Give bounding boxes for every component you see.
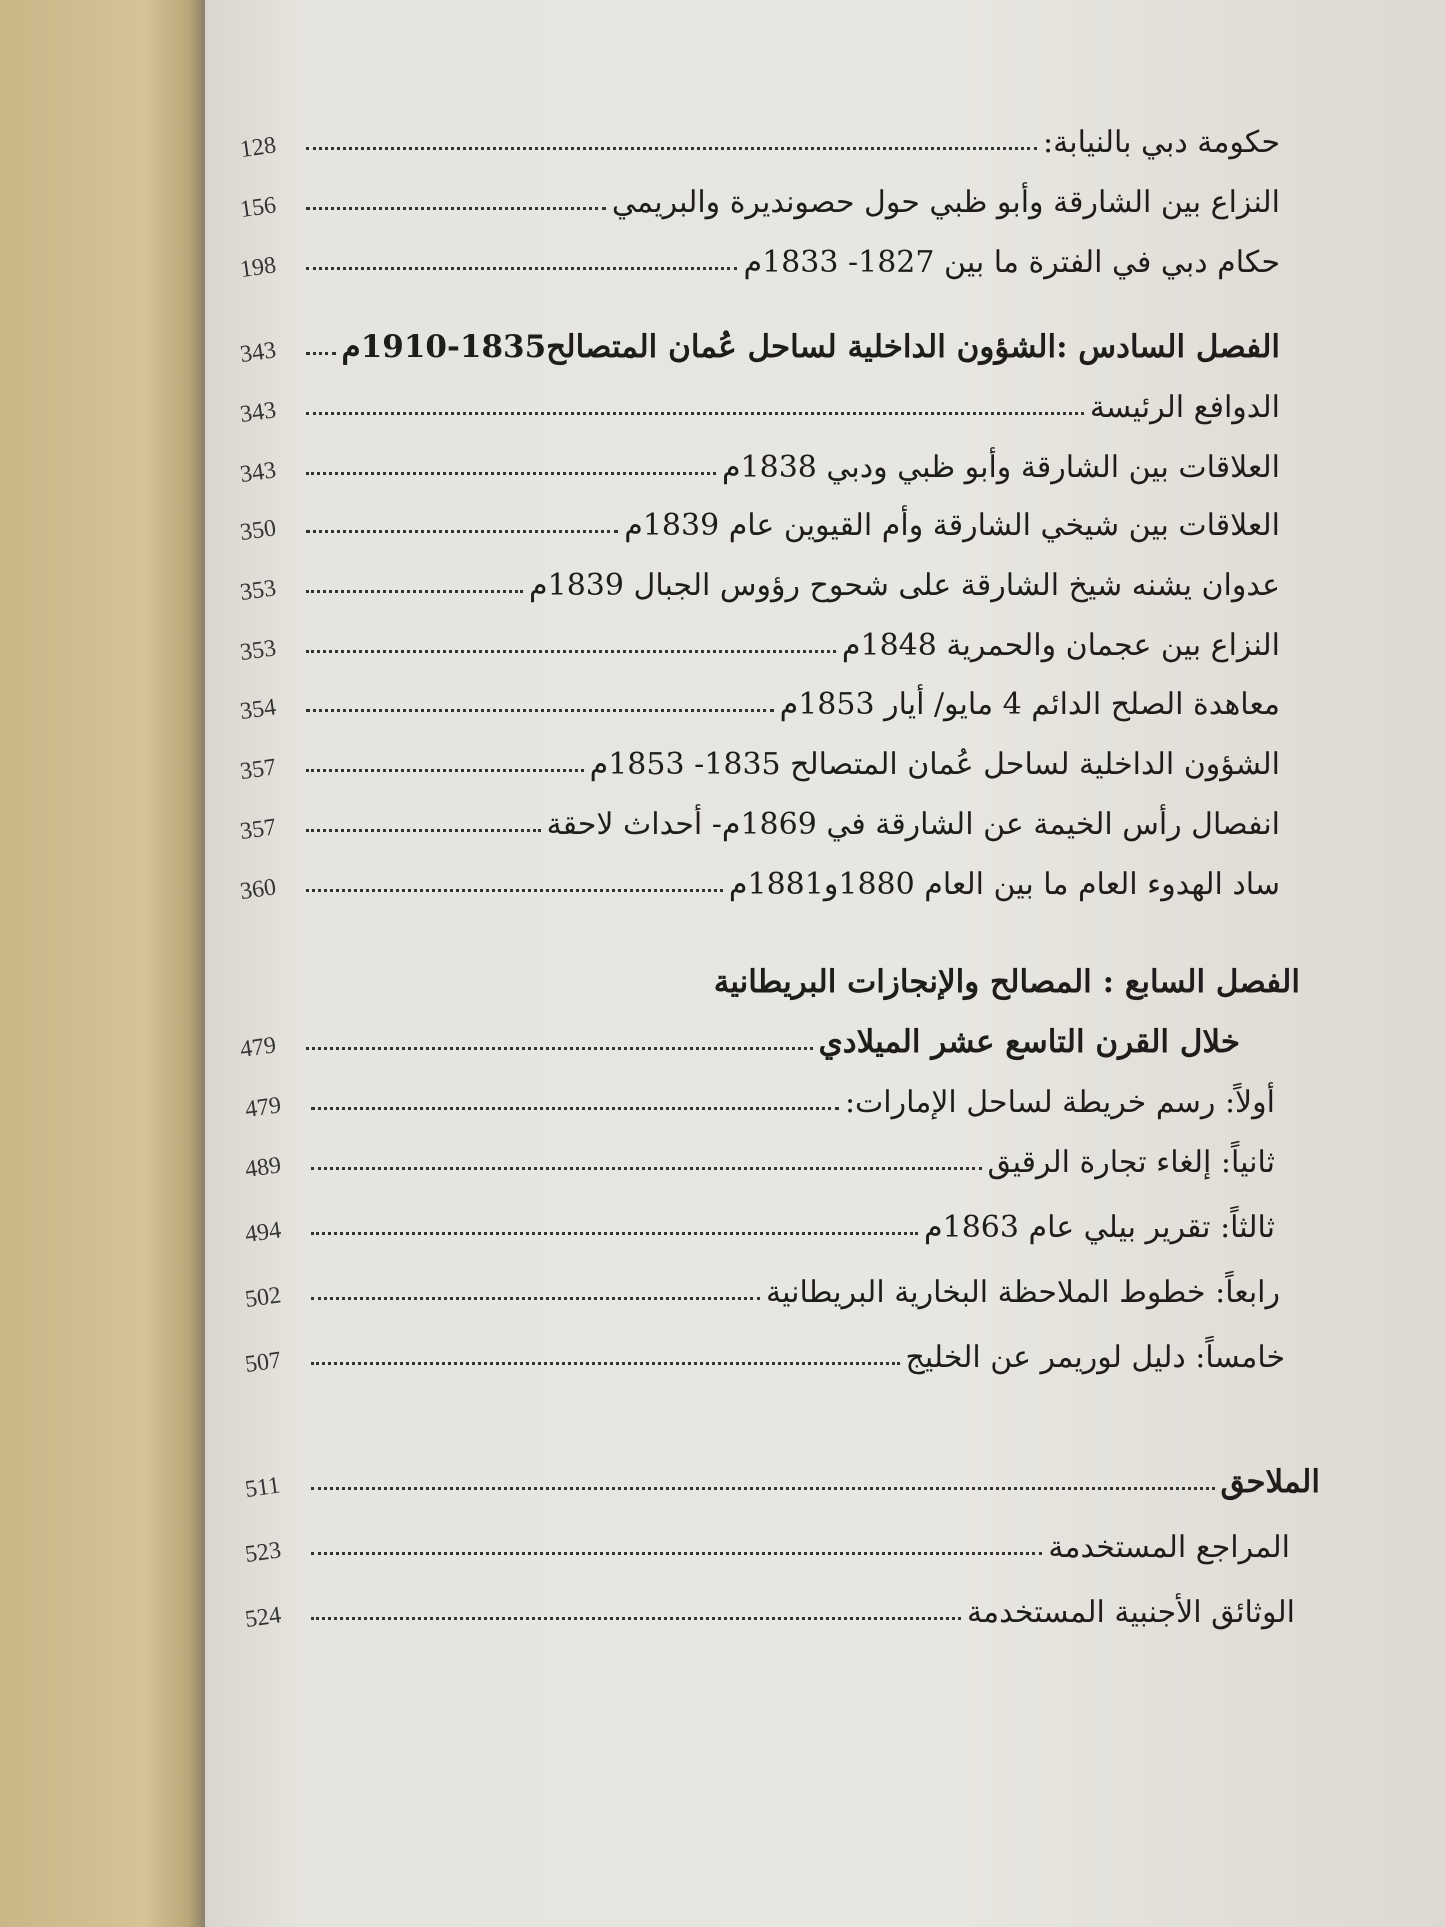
toc-entry xyxy=(238,553,1280,607)
page-number: 343 xyxy=(238,457,278,489)
page-number: 507 xyxy=(243,1347,283,1379)
toc-entry xyxy=(238,375,1280,429)
page-number: 128 xyxy=(238,132,278,164)
leader-dots xyxy=(306,207,606,210)
toc-entry xyxy=(238,110,1280,164)
page-number: 479 xyxy=(243,1092,283,1124)
toc-entry xyxy=(238,230,1280,284)
leader-dots xyxy=(306,709,774,712)
toc-entry xyxy=(243,1325,1285,1379)
leader-dots xyxy=(306,769,584,772)
appendix-heading xyxy=(243,1450,1320,1504)
entry-title: الوثائق الأجنبية المستخدمة xyxy=(966,1595,1295,1630)
leader-dots xyxy=(306,412,1084,415)
page-number: 523 xyxy=(243,1537,283,1569)
page-number: 357 xyxy=(238,814,278,846)
leader-dots xyxy=(306,590,523,593)
leader-dots xyxy=(306,1047,813,1050)
chapter-title: الفصل السابع : المصالح والإنجازات البريطانية xyxy=(713,964,1300,1000)
page-number: 357 xyxy=(238,754,278,786)
page-number: 502 xyxy=(243,1282,283,1314)
entry-title: ثانياً: إلغاء تجارة الرقيق xyxy=(987,1145,1275,1180)
leader-dots xyxy=(306,147,1037,150)
leader-dots xyxy=(306,829,541,832)
entry-title: معاهدة الصلح الدائم 4 مايو/ أيار 1853م xyxy=(779,687,1280,722)
page-number: 524 xyxy=(243,1602,283,1634)
appendix-title: الملاحق xyxy=(1220,1464,1320,1500)
chapter-7-heading-line1 xyxy=(260,950,1300,1000)
leader-dots xyxy=(311,1362,900,1365)
page-number: 353 xyxy=(238,575,278,607)
entry-title: خامساً: دليل لوريمر عن الخليج xyxy=(905,1340,1285,1375)
leader-dots xyxy=(311,1617,961,1620)
chapter-7-heading-line2 xyxy=(238,1010,1280,1064)
toc-entry xyxy=(243,1515,1290,1569)
page-number: 360 xyxy=(238,874,278,906)
toc-entry xyxy=(238,435,1280,489)
entry-title: المراجع المستخدمة xyxy=(1048,1530,1290,1565)
leader-dots xyxy=(306,472,716,475)
toc-entry xyxy=(243,1130,1275,1184)
leader-dots xyxy=(311,1107,839,1110)
page-number: 353 xyxy=(238,635,278,667)
toc-entry xyxy=(238,613,1280,667)
page-number: 198 xyxy=(238,252,278,284)
toc-entry xyxy=(238,493,1280,547)
toc-entry xyxy=(238,792,1280,846)
entry-title: العلاقات بين الشارقة وأبو ظبي ودبي 1838م xyxy=(721,450,1280,485)
entry-title: الشؤون الداخلية لساحل عُمان المتصالح 1835- 1853م xyxy=(589,747,1280,782)
page-number: 489 xyxy=(243,1152,283,1184)
entry-title: النزاع بين عجمان والحمرية 1848م xyxy=(841,628,1280,663)
chapter-6-heading xyxy=(238,315,1280,369)
entry-title: عدوان يشنه شيخ الشارقة على شحوح رؤوس الجبال 1839م xyxy=(529,568,1280,603)
toc-entry xyxy=(243,1260,1280,1314)
entry-title: رابعاً: خطوط الملاحظة البخارية البريطانية xyxy=(765,1275,1280,1310)
chapter-title: الفصل السادس :الشؤون الداخلية لساحل عُمان المتصالح1835-1910م xyxy=(341,329,1280,365)
leader-dots xyxy=(311,1232,918,1235)
toc-entry xyxy=(238,732,1280,786)
toc-entry xyxy=(243,1580,1295,1634)
leader-dots xyxy=(306,267,737,270)
book-spine-margin xyxy=(0,0,205,1927)
page-number: 343 xyxy=(238,337,278,369)
entry-title: النزاع بين الشارقة وأبو ظبي حول حصونديرة والبريمي xyxy=(611,185,1280,220)
page-number: 156 xyxy=(238,192,278,224)
leader-dots xyxy=(306,352,336,355)
page-number: 494 xyxy=(243,1217,283,1249)
toc-entry xyxy=(238,672,1280,726)
leader-dots xyxy=(306,530,618,533)
toc-entry xyxy=(238,852,1280,906)
page-number: 511 xyxy=(243,1472,282,1504)
entry-title: أولاً: رسم خريطة لساحل الإمارات: xyxy=(844,1085,1275,1120)
leader-dots xyxy=(311,1552,1042,1555)
leader-dots xyxy=(311,1487,1215,1490)
entry-title: الدوافع الرئيسة xyxy=(1089,390,1280,425)
leader-dots xyxy=(311,1297,760,1300)
entry-title: العلاقات بين شيخي الشارقة وأم القيوين عام 1839م xyxy=(624,508,1280,543)
page-number: 350 xyxy=(238,515,278,547)
leader-dots xyxy=(311,1167,982,1170)
entry-title: ساد الهدوء العام ما بين العام 1880و1881م xyxy=(728,867,1280,902)
entry-title: حكام دبي في الفترة ما بين 1827- 1833م xyxy=(743,245,1280,280)
page-number: 343 xyxy=(238,397,278,429)
toc-entry xyxy=(243,1195,1275,1249)
page-number: 354 xyxy=(238,694,278,726)
entry-title: انفصال رأس الخيمة عن الشارقة في 1869م- أحداث لاحقة xyxy=(546,807,1280,842)
chapter-title: خلال القرن التاسع عشر الميلادي xyxy=(818,1024,1240,1060)
entry-title: حكومة دبي بالنيابة: xyxy=(1043,125,1280,160)
page-number: 479 xyxy=(238,1032,278,1064)
leader-dots xyxy=(306,889,723,892)
toc-entry xyxy=(238,170,1280,224)
entry-title: ثالثاً: تقرير بيلي عام 1863م xyxy=(924,1210,1275,1245)
leader-dots xyxy=(306,650,836,653)
toc-entry xyxy=(243,1070,1275,1124)
